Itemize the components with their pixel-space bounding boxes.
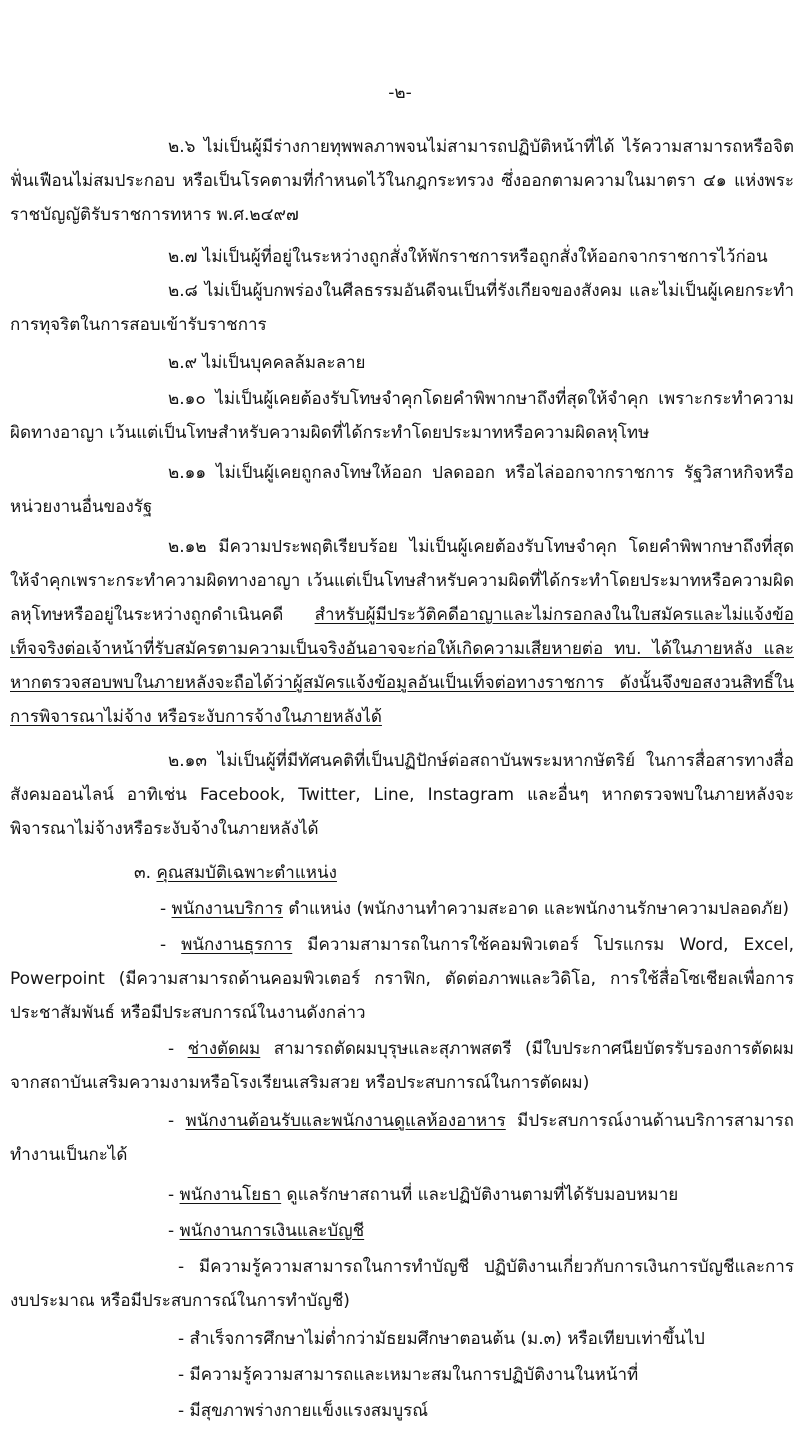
position-service-text: ตำแหน่ง (พนักงานทำความสะอาด และพนักงานรักษาความปลอดภัย): [283, 899, 790, 919]
clause-2-12-text: ๒.๑๒ มีความประพฤติเรียบร้อย ไม่เป็นผู้เคยต้องรับโทษจำคุก โดยคำพิพากษาถึงที่สุดให้จำคุกเพราะกระทำความผิดทางอาญา เว้นแต่เป็นโทษสำหรับความผิดที่ได้กระทำโดยประมาทหรือความผิดลหุโทษหรืออยู่ในระหว่างถูกดำเนินคดี: [10, 537, 794, 625]
clause-2-13: ๒.๑๓ ไม่เป็นผู้ที่มีทัศนคติที่เป็นปฏิปักษ์ต่อสถาบันพระมหากษัตริย์ ในการสื่อสารทางสื่อสังคมออนไลน์ อาทิเช่น Facebook, Twitter, Line, Instagram และอื่นๆ หากตรวจพบในภายหลังจะพิจารณาไม่จ้างหรือระงับจ้างในภายหลังได้: [10, 751, 794, 839]
position-reception-dash: -: [168, 1111, 186, 1131]
section-3-title: คุณสมบัติเฉพาะตำแหน่ง: [156, 863, 337, 883]
position-works-dash: -: [168, 1185, 180, 1205]
position-finance-dash: -: [168, 1221, 180, 1241]
position-barber: [10, 1032, 794, 1100]
finance-item: - มีความรู้ความสามารถและเหมาะสมในการปฏิบัติงานในหน้าที่: [178, 1365, 639, 1385]
clause-2-10: ๒.๑๐ ไม่เป็นผู้เคยต้องรับโทษจำคุกโดยคำพิพากษาถึงที่สุดให้จำคุก เพราะกระทำความผิดทางอาญา เว้นแต่เป็นโทษสำหรับความผิดที่ได้กระทำโดยประมาทหรือความผิดลหุโทษ: [10, 389, 794, 443]
clause-2-8: ๒.๘ ไม่เป็นผู้บกพร่องในศีลธรรมอันดีจนเป็นที่รังเกียจของสังคม และไม่เป็นผู้เคยกระทำการทุจริตในการสอบเข้ารับราชการ: [10, 281, 794, 335]
clause-2-6: ๒.๖ ไม่เป็นผู้มีร่างกายทุพพลภาพจนไม่สามารถปฏิบัติหน้าที่ได้ ไร้ความสามารถหรือจิตฟั่นเฟือนไม่สมประกอบ หรือเป็นโรคตามที่กำหนดไว้ในกฎกระทรวง ซึ่งออกตามความในมาตรา ๔๑ แห่งพระราชบัญญัติรับราชการทหาร พ.ศ.๒๔๙๗: [10, 137, 794, 225]
position-clerk-dash: -: [160, 935, 182, 955]
position-works-title: พนักงานโยธา: [179, 1185, 282, 1205]
position-service: [160, 892, 789, 926]
clause-2-9: ๒.๙ ไม่เป็นบุคคลล้มละลาย: [168, 353, 366, 373]
position-finance-title: พนักงานการเงินและบัญชี: [179, 1221, 365, 1241]
position-service-title: พนักงานบริการ: [171, 899, 284, 919]
finance-item: - มีสุขภาพร่างกายแข็งแรงสมบูรณ์: [178, 1401, 429, 1421]
position-works: [168, 1178, 678, 1212]
position-clerk-text: มีความสามารถในการใช้คอมพิวเตอร์ โปรแกรม Word, Excel, Powerpoint (มีความสามารถด้านคอมพิวเตอร์ กราฟิก, ตัดต่อภาพและวิดิโอ, การใช้สื่อโซเชียลเพื่อการประชาสัมพันธ์ หรือมีประสบการณ์ในงานดังกล่าว: [10, 935, 794, 1023]
clause-2-7: ๒.๗ ไม่เป็นผู้ที่อยู่ในระหว่างถูกสั่งให้พักราชการหรือถูกสั่งให้ออกจากราชการไว้ก่อน: [168, 247, 768, 267]
position-barber-dash: -: [168, 1039, 188, 1059]
section-3-heading: [134, 856, 337, 890]
position-service-dash: -: [160, 899, 172, 919]
page-number: -๒-: [388, 83, 412, 103]
position-clerk-title: พนักงานธุรการ: [181, 935, 293, 955]
position-barber-text: สามารถตัดผมบุรุษและสุภาพสตรี (มีใบประกาศนียบัตรรับรองการตัดผมจากสถาบันเสริมความงามหรือโรงเรียนเสริมสวย หรือประสบการณ์ในการตัดผม): [10, 1039, 794, 1093]
position-reception-title: พนักงานต้อนรับและพนักงานดูแลห้องอาหาร: [185, 1111, 506, 1131]
position-finance: [168, 1214, 364, 1248]
section-3-number: ๓.: [134, 863, 157, 883]
finance-item: - สำเร็จการศึกษาไม่ต่ำกว่ามัธยมศึกษาตอนต้น (ม.๓) หรือเทียบเท่าขึ้นไป: [178, 1329, 705, 1349]
clause-2-11: ๒.๑๑ ไม่เป็นผู้เคยถูกลงโทษให้ออก ปลดออก หรือไล่ออกจากราชการ รัฐวิสาหกิจหรือหน่วยงานอื่นของรัฐ: [10, 463, 794, 517]
position-works-text: ดูแลรักษาสถานที่ และปฏิบัติงานตามที่ได้รับมอบหมาย: [281, 1185, 679, 1205]
position-reception-text: มีประสบการณ์งานด้านบริการสามารถทำงานเป็นกะได้: [10, 1111, 794, 1165]
position-reception: [10, 1104, 794, 1172]
position-barber-title: ช่างตัดผม: [187, 1039, 261, 1059]
finance-item: - มีความรู้ความสามารถในการทำบัญชี ปฏิบัติงานเกี่ยวกับการเงินการบัญชีและการงบประมาณ หรือมีประสบการณ์ในการทำบัญชี): [10, 1257, 794, 1311]
clause-2-12: [10, 530, 794, 734]
position-clerk: [10, 928, 794, 1030]
clause-2-12-criminal-record-notice: สำหรับผู้มีประวัติคดีอาญาและไม่กรอกลงในใบสมัครและไม่แจ้งข้อเท็จจริงต่อเจ้าหน้าที่รับสมัครตามความเป็นจริงอันอาจจะก่อให้เกิดความเสียหายต่อ ทบ. ได้ในภายหลัง และหากตรวจสอบพบในภายหลังจะถือได้ว่าผู้สมัครแจ้งข้อมูลอันเป็นเท็จต่อทางราชการ ดังนั้นจึงขอสงวนสิทธิ์ในการพิจารณาไม่จ้าง หรือระงับการจ้างในภายหลังได้: [10, 605, 794, 727]
